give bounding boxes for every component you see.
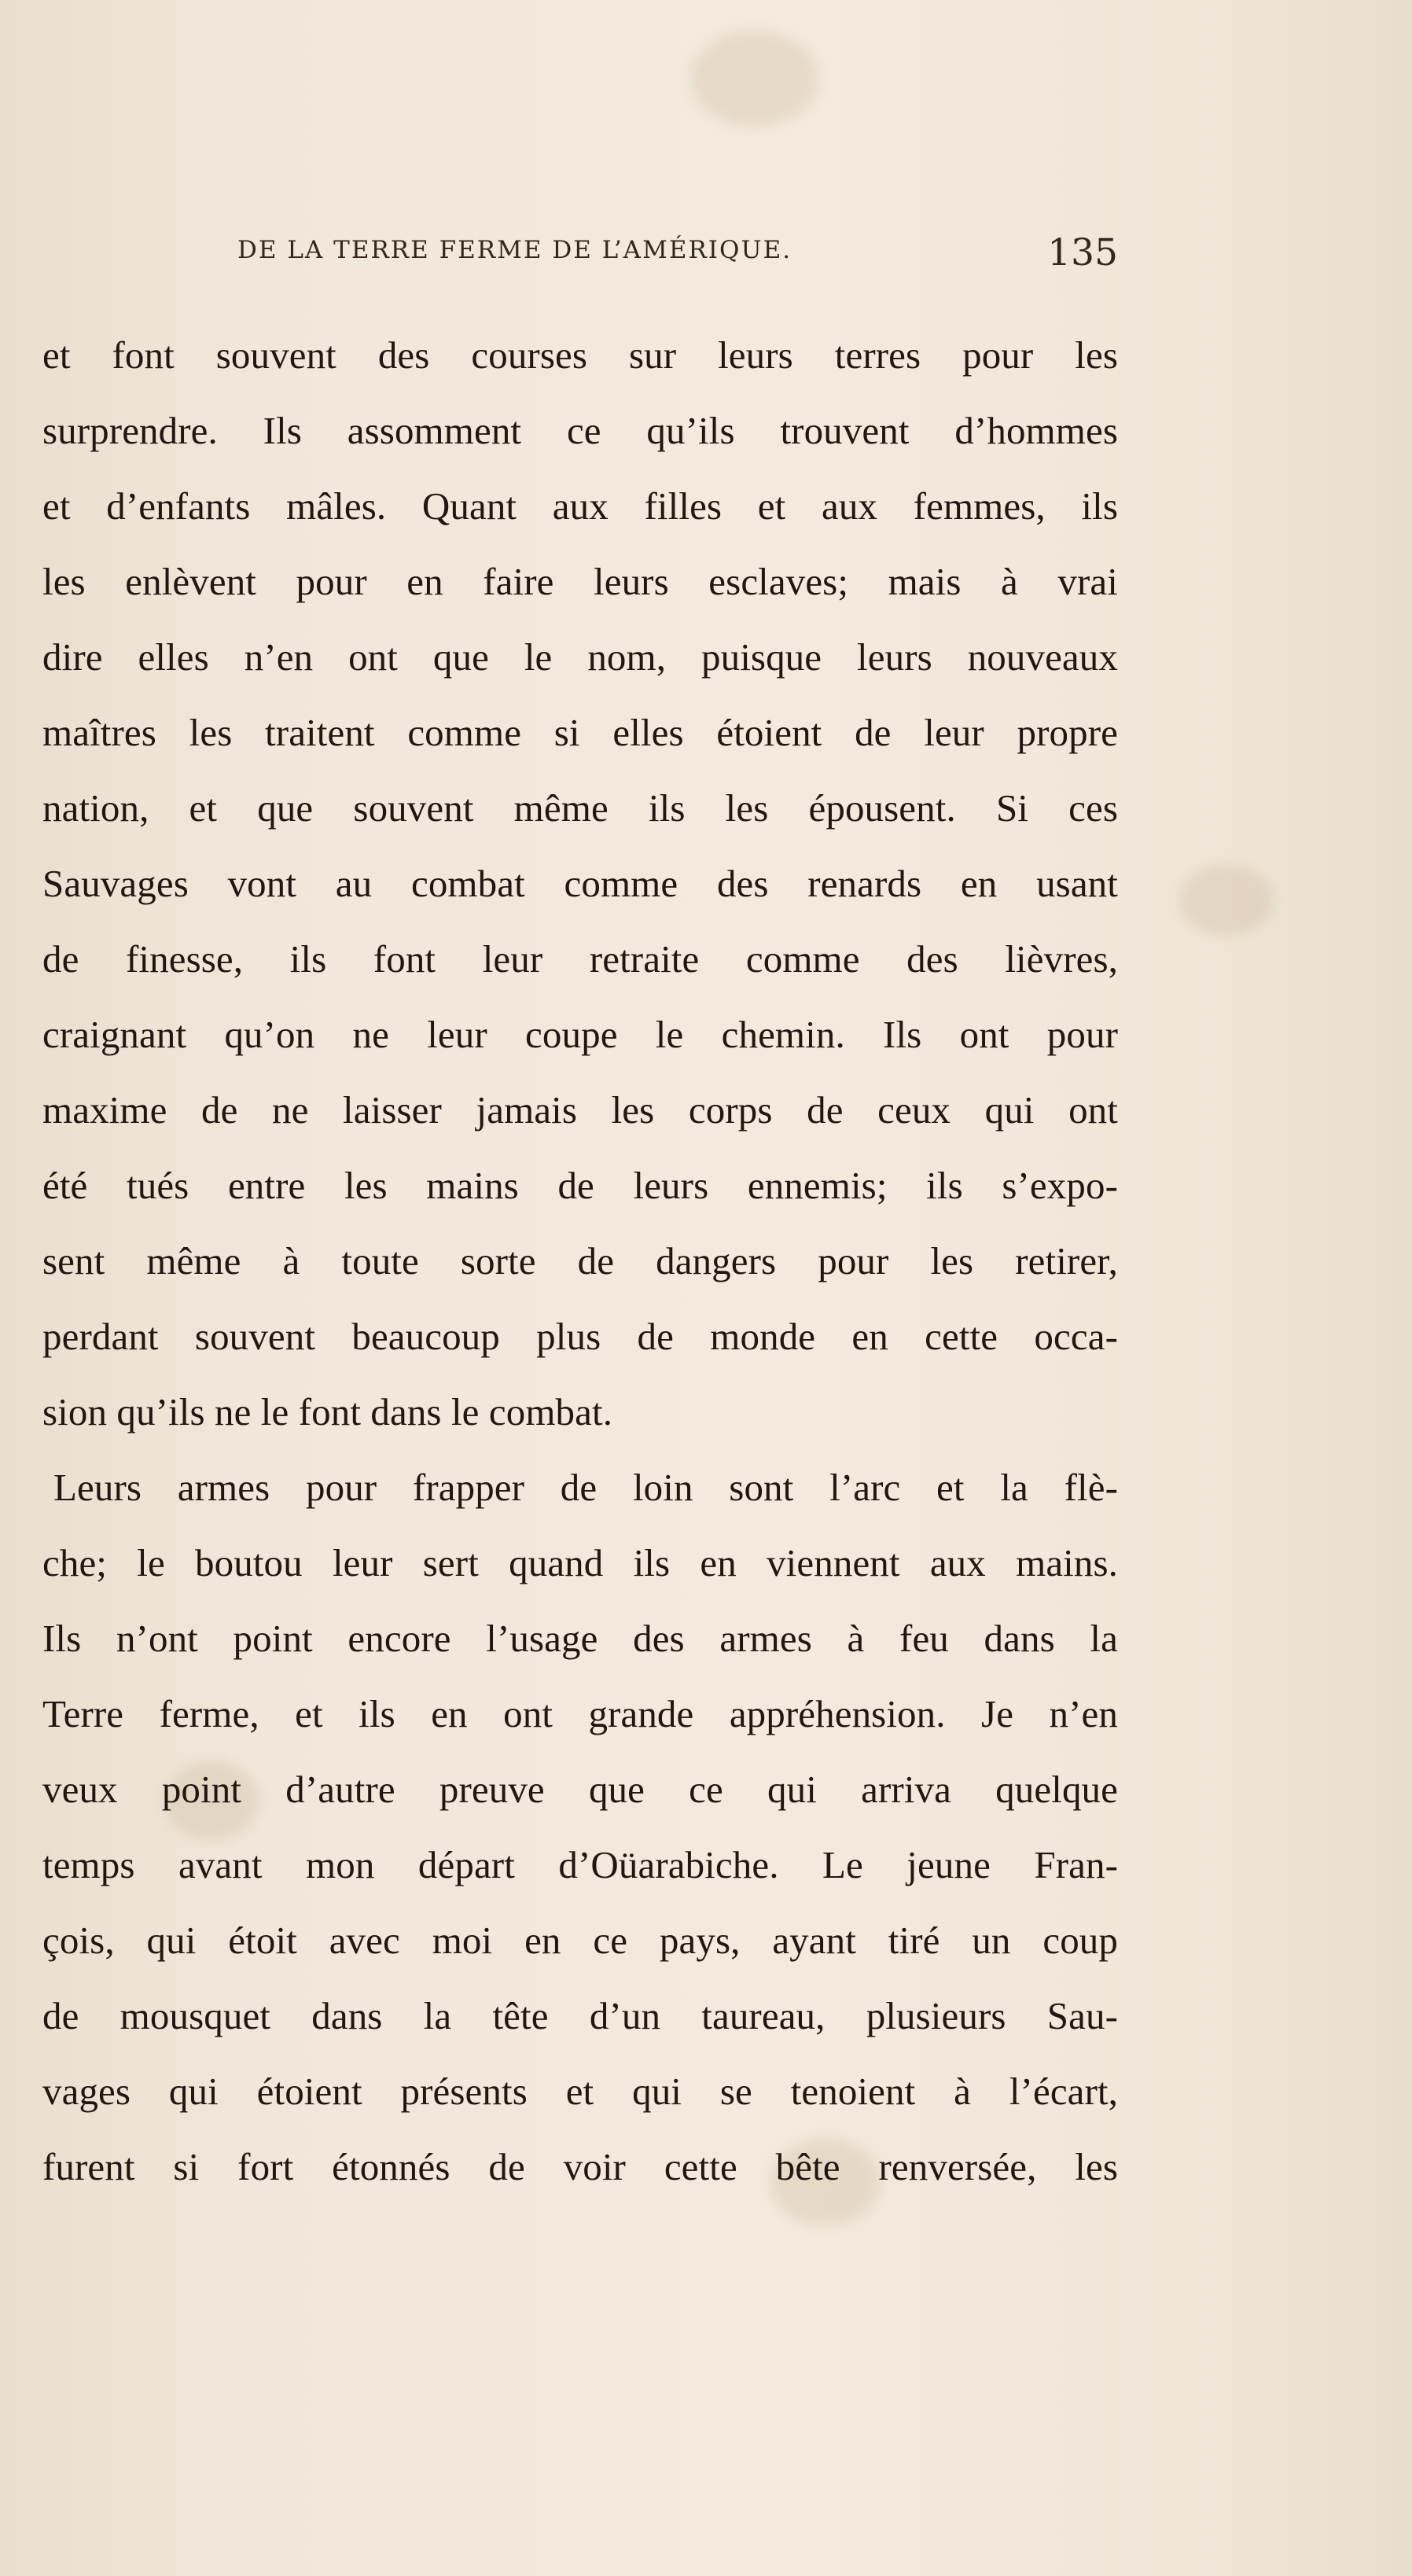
text-line: veux point d’autre preuve que ce qui arriva quelque [42, 1768, 1118, 1811]
text-line: Ils n’ont point encore l’usage des armes à feu dans la [42, 1617, 1118, 1660]
text-line: perdant souvent beaucoup plus de monde en cette occa- [42, 1315, 1118, 1358]
text-line: été tués entre les mains de leurs ennemis; ils s’expo- [42, 1164, 1118, 1207]
running-head: DE LA TERRE FERME DE L’AMÉRIQUE. [237, 236, 792, 264]
text-line: temps avant mon départ d’Oüarabiche. Le jeune Fran- [42, 1843, 1118, 1886]
paper-stain [692, 31, 818, 126]
page-number: 135 [1047, 231, 1118, 274]
text-line: vages qui étoient présents et qui se tenoient à l’écart, [42, 2070, 1118, 2113]
text-line: et font souvent des courses sur leurs terres pour les [42, 333, 1118, 377]
body-text [42, 318, 1118, 2205]
text-line: Leurs armes pour frapper de loin sont l’arc et la flè- [53, 1466, 1118, 1509]
text-line: surprendre. Ils assomment ce qu’ils trouvent d’hommes [42, 409, 1118, 452]
text-line: nation, et que souvent même ils les épousent. Si ces [42, 786, 1118, 830]
text-line: che; le boutou leur sert quand ils en viennent aux mains. [42, 1541, 1118, 1584]
text-line: sion qu’ils ne le font dans le combat. [42, 1390, 613, 1433]
text-line: sent même à toute sorte de dangers pour les retirer, [42, 1239, 1118, 1282]
text-line: çois, qui étoit avec moi en ce pays, ayant tiré un coup [42, 1919, 1118, 1962]
text-line: craignant qu’on ne leur coupe le chemin. Ils ont pour [42, 1013, 1118, 1056]
text-line: et d’enfants mâles. Quant aux filles et aux femmes, ils [42, 484, 1118, 528]
text-line: les enlèvent pour en faire leurs esclaves; mais à vrai [42, 560, 1118, 603]
paper-stain [1179, 865, 1274, 936]
text-line: maîtres les traitent comme si elles étoient de leur propre [42, 711, 1118, 754]
text-line: Terre ferme, et ils en ont grande appréhension. Je n’en [42, 1692, 1118, 1735]
text-line: de mousquet dans la tête d’un taureau, plusieurs Sau- [42, 1994, 1118, 2037]
text-line: furent si fort étonnés de voir cette bête renversée, les [42, 2145, 1118, 2188]
text-line: Sauvages vont au combat comme des renards en usant [42, 862, 1118, 905]
text-line: maxime de ne laisser jamais les corps de ceux qui ont [42, 1088, 1118, 1132]
text-line: dire elles n’en ont que le nom, puisque leurs nouveaux [42, 635, 1118, 679]
text-line: de finesse, ils font leur retraite comme des lièvres, [42, 937, 1118, 981]
